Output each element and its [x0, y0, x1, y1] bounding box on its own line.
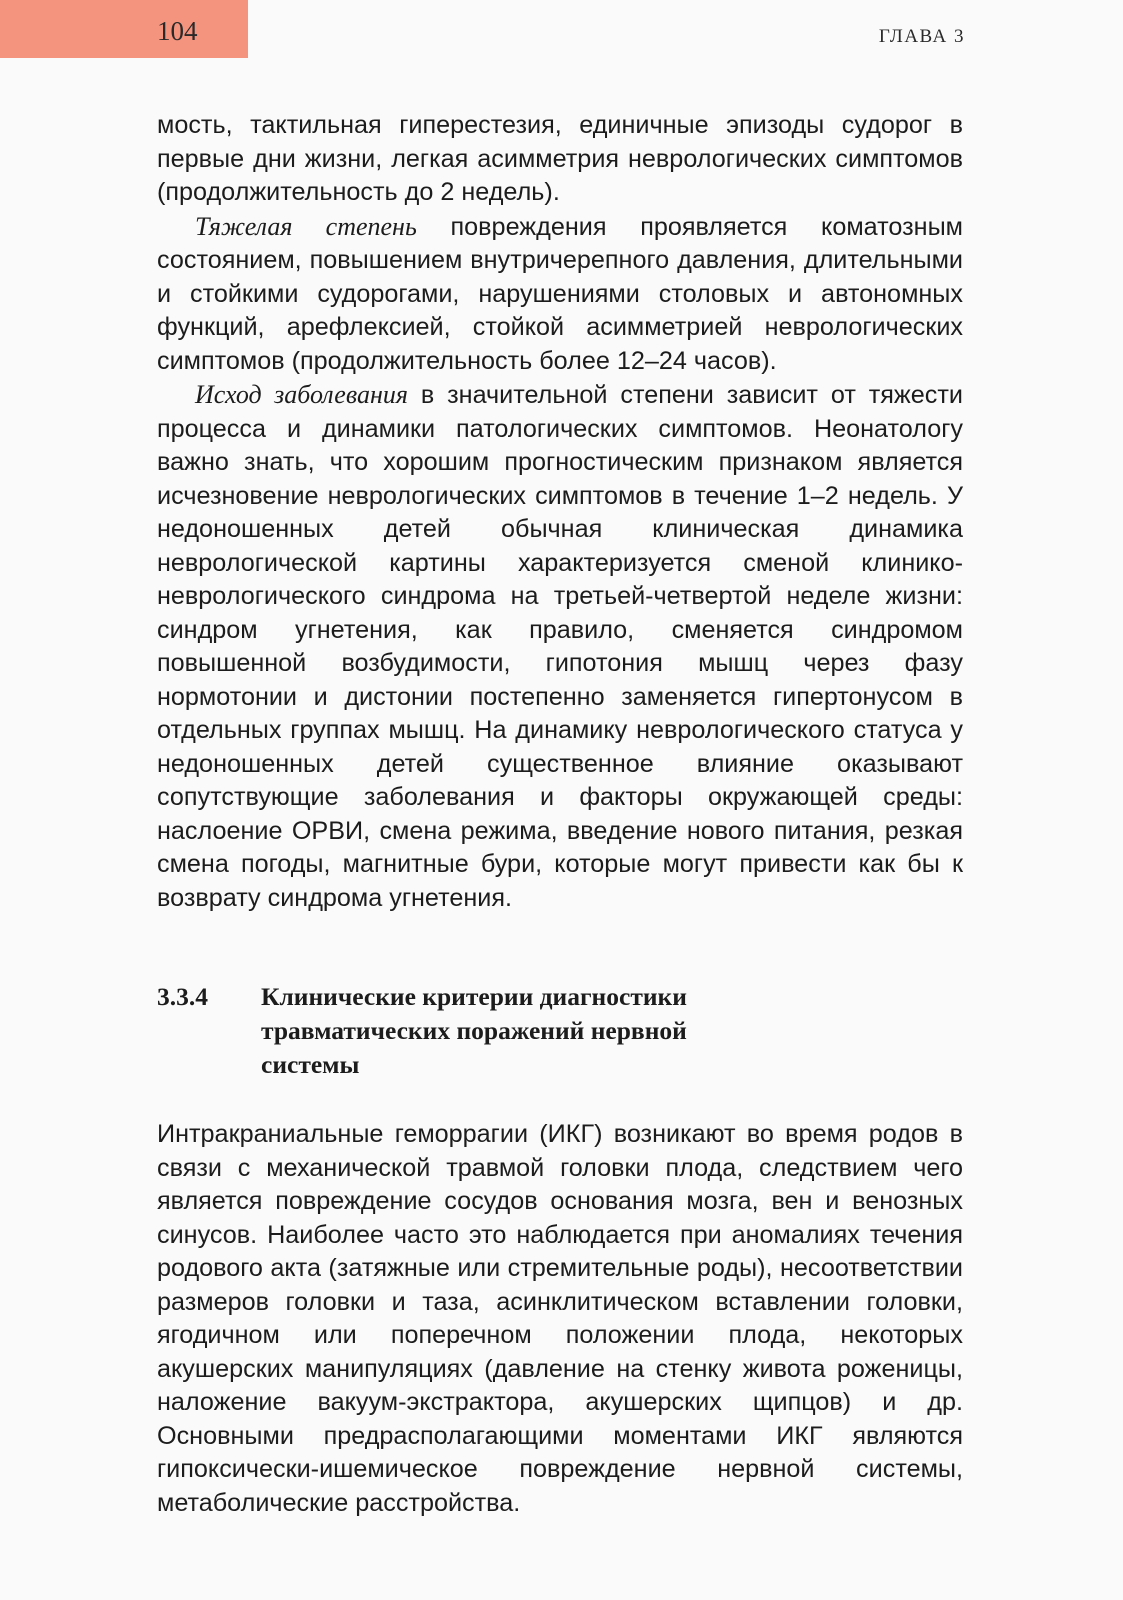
paragraph-text: повреждения проявляется коматозным состоянием, повышением внутричерепного давления, длительными и стойкими судорогами, нарушениями столовых и автономных функций, арефлексией, стойкой асимметрией неврологических симптомов (продолжительность более 12–24 часов). [157, 212, 963, 375]
paragraph-text: Интракраниальные геморрагии (ИКГ) возникают во время родов в связи с механической травмой головки плода, следствием чего является повреждение сосудов основания мозга, вен и венозных синусов. Наиболее часто это наблюдается при аномалиях течения родового акта (затяжные или стремительные роды), несоответствии размеров головки и таза, асинклитическом вставлении головки, ягодичном или поперечном положении плода, некоторых акушерских манипуляциях (давление на стенку живота роженицы, наложение вакуум-экстрактора, акушерских щипцов) и др. Основными предрасполагающими моментами ИКГ являются гипоксически-ишемическое повреждение нервной системы, метаболические расстройства. [157, 1120, 963, 1517]
page-number-tab [0, 0, 248, 58]
body-text-top [157, 109, 963, 915]
paragraph [157, 1118, 963, 1520]
paragraph-text: в значительной степени зависит от тяжести процесса и динамики патологических симптомов. Неонатологу важно знать, что хорошим прогностическим признаком является исчезновение неврологических симптомов в течение 1–2 недель. У недоношенных детей обычная клиническая динамика неврологической картины характеризуется сменой клинико-неврологического синдрома на третьей-четвертой неделе жизни: синдром угнетения, как правило, сменяется синдромом повышенной возбудимости, гипотония мышц через фазу нормотонии и дистонии постепенно заменяется гипертонусом в отдельных группах мышц. На динамику неврологического статуса у недоношенных детей существенное влияние оказывают сопутствующие заболевания и факторы окружающей среды: наслоение ОРВИ, смена режима, введение нового питания, резкая смена погоды, магнитные бури, которые могут привести как бы к возврату синдрома угнетения. [157, 381, 963, 912]
page-number: 104 [157, 16, 198, 46]
section-title: Клинические критерии диагностики травматических поражений нервной системы [261, 982, 687, 1079]
running-head: ГЛАВА 3 [878, 26, 965, 47]
italic-term: Тяжелая степень [195, 211, 417, 241]
paragraph [157, 109, 963, 210]
section-number: 3.3.4 [157, 982, 208, 1011]
paragraph-text: мость, тактильная гиперестезия, единичные эпизоды судорог в первые дни жизни, легкая асимметрия неврологических симптомов (продолжительность до 2 недель). [157, 111, 963, 206]
paragraph [157, 210, 963, 379]
body-text-bottom [157, 1118, 963, 1520]
italic-term: Исход заболевания [195, 380, 408, 409]
section-heading [157, 980, 963, 1082]
paragraph [157, 378, 963, 915]
